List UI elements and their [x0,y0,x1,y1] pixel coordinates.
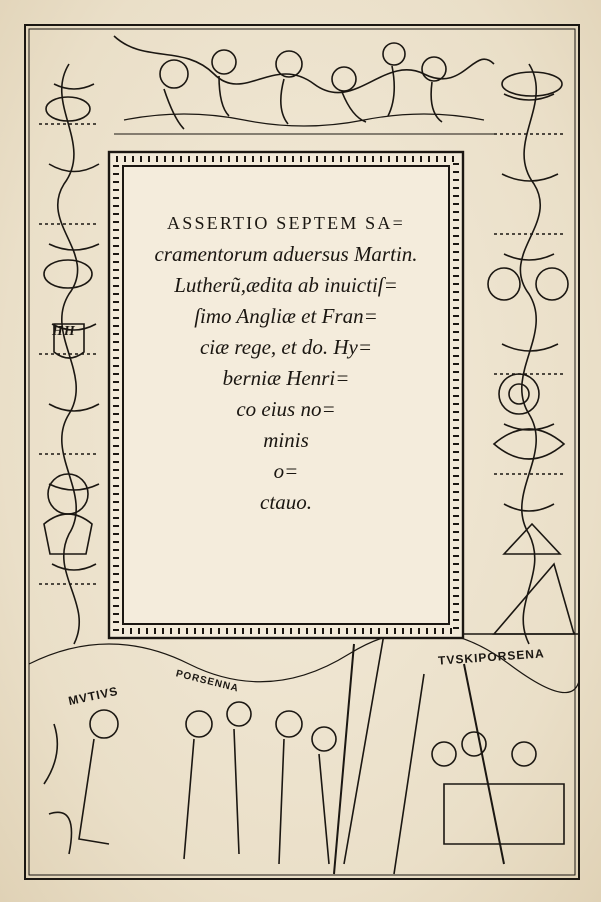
title-line-8: minis [263,428,309,452]
mutius-banner-label: MVTIVS [67,683,120,709]
title-line-9: o= [273,459,299,483]
porsenna-banner-label: PORSENNA [174,668,241,695]
title-line-5: ciæ rege, et do. Hy= [199,335,372,359]
title-line-4: ſimo Angliæ et Fran= [194,304,378,328]
title-line-6: berniæ Henri= [222,366,350,390]
title-line-7: co eius no= [236,397,336,421]
title-line-1: ASSERTIO SEPTEM SA= [167,213,405,233]
title-line-10: ctauo. [260,490,312,514]
monogram-label: HH [52,324,76,339]
title-line-2: cramentorum aduersus Martin. [154,242,418,266]
tusk-banner-label: TVSKIPORSENA [437,646,546,668]
title-line-3: Lutherũ,ædita ab inuictiſ= [174,273,398,297]
title-text [126,208,446,518]
